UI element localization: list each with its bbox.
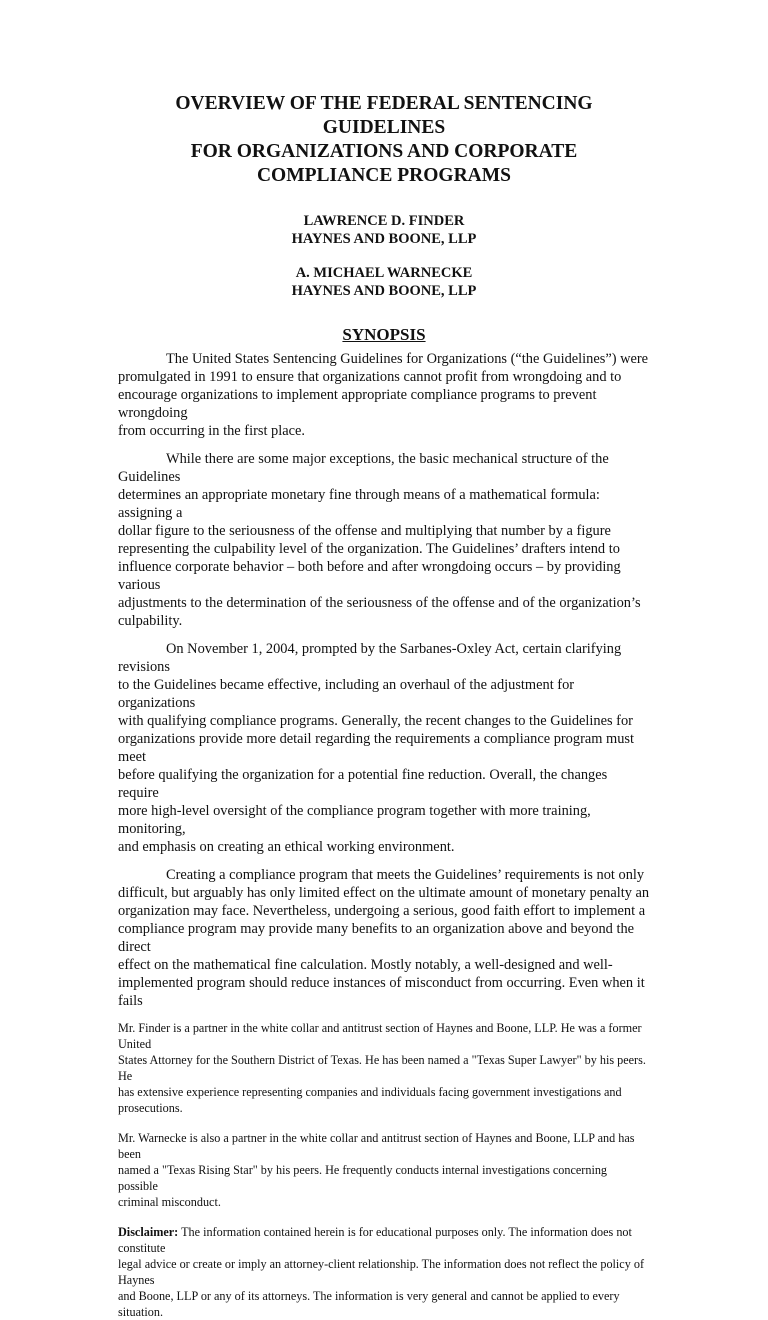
title-line: FOR ORGANIZATIONS AND CORPORATE <box>190 141 578 162</box>
footnotes <box>118 1020 650 1320</box>
text-line: to the Guidelines became effective, including an overhaul of the adjustment for organizations <box>118 677 575 711</box>
footnote-line: criminal misconduct. <box>118 1195 221 1209</box>
text-line: compliance program may provide many benefits to an organization above and beyond the direct <box>118 921 635 955</box>
synopsis-paragraph-3 <box>118 640 650 856</box>
footnote-line: Mr. Warnecke is also a partner in the white collar and antitrust section of Haynes and Boone, LLP and has been <box>118 1131 635 1161</box>
footnote-line: prosecutions. <box>118 1101 183 1115</box>
footnote-disclaimer <box>118 1224 650 1320</box>
text-line: organizations provide more detail regarding the requirements a compliance program must meet <box>118 731 635 765</box>
text-line: organization may face. Nevertheless, undergoing a serious, good faith effort to implement a <box>118 903 646 919</box>
title-line: COMPLIANCE PROGRAMS <box>256 165 512 186</box>
text-line: influence corporate behavior – both before and after wrongdoing occurs – by providing various <box>118 559 621 593</box>
footnote-line <box>118 1224 650 1256</box>
text-line: with qualifying compliance programs. Generally, the recent changes to the Guidelines for <box>118 713 633 729</box>
text-line: from occurring in the first place. <box>118 423 306 439</box>
text-line: Creating a compliance program that meets the Guidelines’ requirements is not only <box>166 867 645 883</box>
footnote-warnecke <box>118 1130 650 1210</box>
text-line: adjustments to the determination of the seriousness of the offense and of the organization’s <box>118 595 641 611</box>
text-line: promulgated in 1991 to ensure that organizations cannot profit from wrongdoing and to <box>118 369 622 385</box>
text-line: difficult, but arguably has only limited effect on the ultimate amount of monetary penalty an <box>118 885 650 901</box>
footnote-line: named a "Texas Rising Star" by his peers. He frequently conducts internal investigations concerning possible <box>118 1163 608 1193</box>
text-line: dollar figure to the seriousness of the offense and multiplying that number by a figure <box>118 523 611 539</box>
text-line: encourage organizations to implement appropriate compliance programs to prevent wrongdoing <box>118 387 597 421</box>
author-finder <box>118 212 650 248</box>
text-line: culpability. <box>118 613 183 629</box>
title-line: OVERVIEW OF THE FEDERAL SENTENCING GUIDELINES <box>175 93 593 138</box>
text-line: representing the culpability level of the organization. The Guidelines’ drafters intend to <box>118 541 620 557</box>
footnote-line: Mr. Finder is a partner in the white collar and antitrust section of Haynes and Boone, LLP. He was a former United <box>118 1021 642 1051</box>
text-line: While there are some major exceptions, the basic mechanical structure of the Guidelines <box>118 451 609 485</box>
footnote-line: has extensive experience representing companies and individuals facing government investigations and <box>118 1085 622 1099</box>
author-firm: HAYNES AND BOONE, LLP <box>291 231 477 247</box>
footnote-finder <box>118 1020 650 1116</box>
text-line: On November 1, 2004, prompted by the Sarbanes-Oxley Act, certain clarifying revisions <box>118 641 622 675</box>
synopsis-paragraph-4 <box>118 866 650 1010</box>
synopsis-paragraph-2 <box>118 450 650 630</box>
author-name: LAWRENCE D. FINDER <box>303 213 465 229</box>
text-line: and emphasis on creating an ethical working environment. <box>118 839 455 855</box>
text-line: effect on the mathematical fine calculation. Mostly notably, a well-designed and well- <box>118 957 613 973</box>
disclaimer-text: The information contained herein is for educational purposes only. The information does not constitute <box>118 1225 632 1255</box>
disclaimer-label: Disclaimer: <box>118 1225 179 1239</box>
author-firm: HAYNES AND BOONE, LLP <box>291 283 477 299</box>
text-line: more high-level oversight of the compliance program together with more training, monitoring, <box>118 803 591 837</box>
text-line: determines an appropriate monetary fine through means of a mathematical formula: assigning a <box>118 487 600 521</box>
synopsis-heading: SYNOPSIS <box>342 325 426 344</box>
footnote-line: legal advice or create or imply an attorney-client relationship. The information does not reflect the policy of Haynes <box>118 1257 645 1287</box>
text-line: The United States Sentencing Guidelines for Organizations (“the Guidelines”) were <box>166 351 649 367</box>
document-title <box>118 92 650 188</box>
synopsis-paragraph-1 <box>118 350 650 440</box>
author-warnecke <box>118 264 650 300</box>
text-line: implemented program should reduce instances of misconduct from occurring. Even when it fails <box>118 975 645 1009</box>
footnote-line: States Attorney for the Southern District of Texas. He has been named a "Texas Super Lawyer" by his peers. He <box>118 1053 646 1083</box>
author-name: A. MICHAEL WARNECKE <box>295 265 473 281</box>
footnote-line: and Boone, LLP or any of its attorneys. The information is very general and cannot be applied to every situation. <box>118 1289 620 1319</box>
text-line: before qualifying the organization for a potential fine reduction. Overall, the changes require <box>118 767 608 801</box>
